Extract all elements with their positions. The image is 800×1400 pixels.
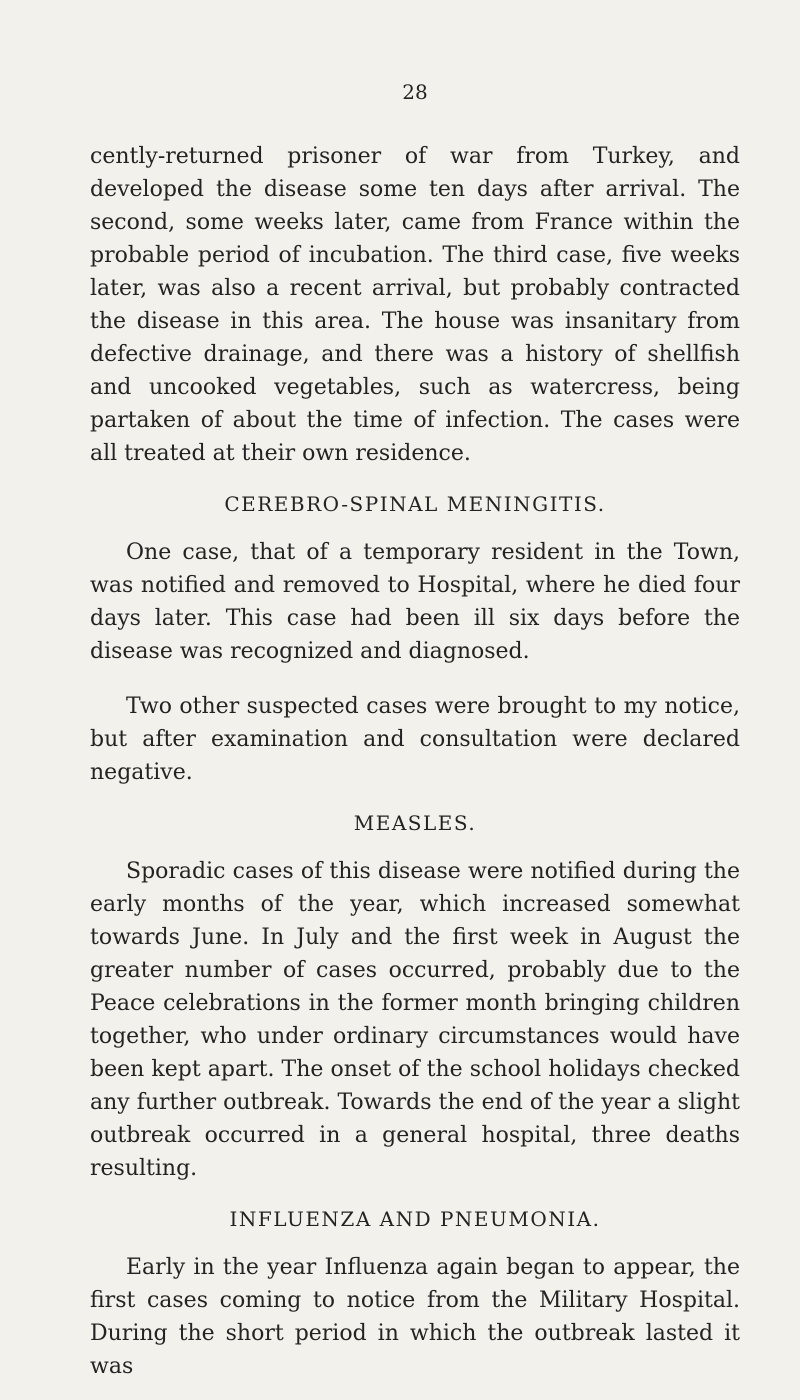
paragraph-gap <box>90 668 740 690</box>
meningitis-paragraph-2: Two other suspected cases were brought to my notice, but after examination and consultation were declared negative. <box>90 694 740 785</box>
section-heading-influenza: INFLUENZA AND PNEUMONIA. <box>229 1207 601 1231</box>
intro-paragraph: cently-returned prisoner of war from Turkey, and developed the disease some ten days after arrival. The second, some weeks later, came from France within the probable period of incubation. The third case, five weeks later, was also a recent arrival, but probably contracted the disease in this area. The house was insanitary from defective drainage, and there was a history of shellfish and uncooked vegetables, such as watercress, being partaken of about the time of infection. The cases were all treated at their own residence. <box>90 144 740 466</box>
page-number: 28 <box>402 80 428 104</box>
influenza-paragraph-1: Early in the year Influenza again began to appear, the first cases coming to notice from the Military Hospital. During the short period in which the outbreak lasted it was <box>90 1255 740 1379</box>
section-heading-meningitis: CEREBRO-SPINAL MENINGITIS. <box>224 492 606 516</box>
section-heading-measles: MEASLES. <box>353 811 477 835</box>
meningitis-paragraph-1: One case, that of a temporary resident in the Town, was notified and removed to Hospital, where he died four days later. This case had been ill six days before the disease was recognized and diagnosed. <box>90 540 740 664</box>
measles-paragraph-1: Sporadic cases of this disease were notified during the early months of the year, which increased somewhat towards June. In July and the first week in August the greater number of cases occurred, probably due to the Peace celebrations in the former month bringing children together, who under ordinary circumstances would have been kept apart. The onset of the school holidays checked any further outbreak. Towards the end of the year a slight outbreak occurred in a general hospital, three deaths resulting. <box>90 859 740 1181</box>
